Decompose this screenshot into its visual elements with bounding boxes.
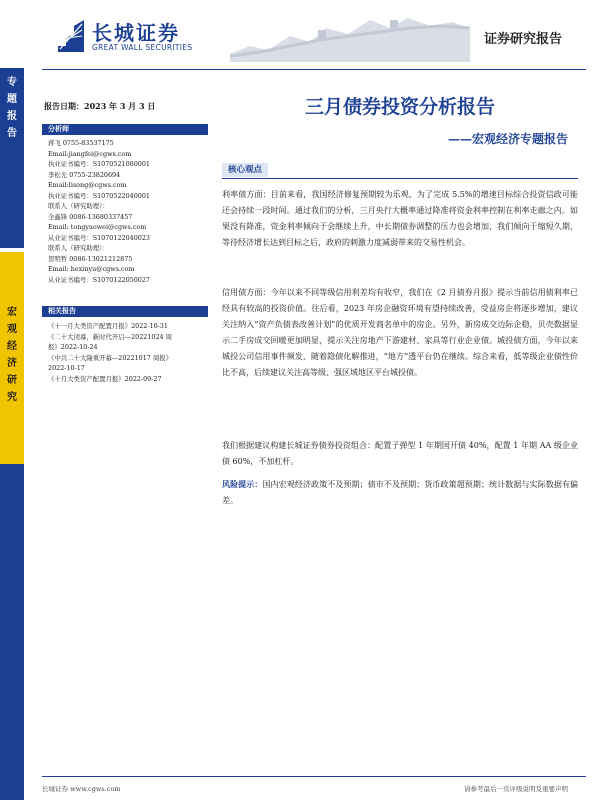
side-tab-char: 经 <box>7 341 17 352</box>
related-reports-list <box>48 321 218 384</box>
great-wall-logo-icon <box>56 16 86 54</box>
related-reports-heading: 相关报告 <box>42 306 208 317</box>
report-title: 三月债券投资分析报告 <box>304 96 495 118</box>
related-report-item[interactable]: 《中共二十大隆重开幕—20221017 周报》 <box>48 353 173 362</box>
side-tab-char: 宏 <box>7 307 17 318</box>
portfolio-paragraph: 我们根据建议构建长城证券债券投资组合：配置子弹型 1 年期国开债 40%，配置 1 年期 AA 级企业债 60%，不加杠杆。 <box>222 441 578 466</box>
analyst-line: 联系人（研究助理）： <box>48 244 109 252</box>
side-tab-char: 题 <box>7 94 17 105</box>
analyst-line: 李松光 0755-23820694 <box>48 170 121 179</box>
related-report-item[interactable]: 《二十大闭幕，新时代开启—20221024 周 <box>48 332 173 341</box>
side-tab-char: 济 <box>7 358 17 369</box>
footer-website[interactable]: 长城证券 www.cgws.com <box>42 785 121 793</box>
related-report-item[interactable]: 《十一月大类资产配置月报》2022-10-31 <box>48 322 168 330</box>
risk-label: 风险提示： <box>222 479 263 489</box>
side-tab-category <box>0 252 24 464</box>
related-report-item[interactable]: 《十月大类资产配置月报》2022-09-27 <box>48 374 162 383</box>
header-divider <box>42 69 586 70</box>
analyst-line: 联系人（研究助理）： <box>48 202 109 210</box>
side-tab-char: 究 <box>7 392 17 403</box>
analyst-line[interactable]: Email: hexinyu@cgws.com <box>48 265 135 273</box>
company-logo <box>56 16 226 56</box>
analyst-line: 执业证书编号：S1070521080001 <box>48 160 150 168</box>
analyst-line: 贺明哲 0086-13021212875 <box>48 254 133 263</box>
footer-disclaimer: 请参考最后一页评级说明及重要声明 <box>464 785 568 793</box>
side-tab-char: 专 <box>7 77 17 88</box>
analyst-list <box>48 138 212 285</box>
side-tab-report-type <box>0 68 24 248</box>
credit-bond-paragraph: 信用债方面：今年以来不同等级信用利差均有收窄，我们在《2 月债券月报》提示当前信用债利率已经具有较高的投资价值。往后看，2023 年房企融资环境有望持续改善，受益房企将逐步增加，建议关注纳入“资产负债表改善计划”的优质开发商名单中的房企。另外，新房成交边际企稳，贝壳数据显示二手房成交回暖更加明显，提示关注房地产下游建材、家具等行业企业债。城投债方面，今年以来城投公司信用事件频发，随着隐债化解推进，“地方”透平台仍在继续。综合来看，低等级企业债性价比不高，后续建议关注高等级、强区域地区平台城投债。 <box>222 288 578 377</box>
side-tab-char: 告 <box>7 128 17 139</box>
side-tab-bottom <box>0 464 24 800</box>
side-tab-char: 研 <box>7 375 17 386</box>
analyst-line[interactable]: Email:jiangfei@cgws.com <box>48 149 132 158</box>
risk-text: 国内宏观经济政策不及预期；债市不及预期；货币政策超预期；统计数据与实际数据有偏差。 <box>222 480 578 505</box>
side-tab-char: 观 <box>7 324 17 335</box>
great-wall-silhouette-image <box>230 6 470 62</box>
analyst-line[interactable]: Email:lisong@cgws.com <box>48 181 127 189</box>
analyst-line: 从业证书编号：S1070122050027 <box>48 275 150 284</box>
analysts-heading: 分析师 <box>42 124 208 135</box>
key-points-label: 核心观点 <box>222 163 268 177</box>
rates-bond-paragraph: 利率债方面：目前来看，我国经济修复预期较为乐观，为了完成 5.5%的增速目标综合投资信政可能还会持续一段时间。通过我们的分析，三月央行大概率通过降准将资金利率控制在利率走廊之内。如果没有降准，资金利率倾向于会继续上升，中长期债券调整的压力也会增加，我们倾向于缩短久期，等待经济增长达到目标之后，政府的刺激力度减弱带来的交易性机会。 <box>222 190 578 247</box>
report-type-label: 证券研究报告 <box>483 32 562 47</box>
report-date: 报告日期：2023 年 3 月 3 日 <box>44 101 156 111</box>
report-subtitle: ——宏观经济专题报告 <box>447 132 568 146</box>
analyst-line: 从业证书编号：S1070122040023 <box>48 233 150 242</box>
risk-paragraph <box>222 476 578 509</box>
analyst-line[interactable]: Email: tongyaowei@cgws.com <box>48 223 147 231</box>
analyst-line: 全鑫锋 0086-13680337457 <box>48 212 133 221</box>
analyst-line: 蒋飞 0755-83537175 <box>48 139 114 147</box>
footer-divider <box>42 776 586 777</box>
analyst-line: 执业证书编号：S1070522040001 <box>48 191 150 200</box>
side-tab-char: 报 <box>7 111 17 122</box>
related-report-item[interactable]: 报》2022-10-24 <box>48 343 98 351</box>
key-points-section-header <box>222 163 578 179</box>
related-report-item[interactable]: 2022-10-17 <box>48 364 85 372</box>
company-name-en: GREAT WALL SECURITIES <box>92 43 193 52</box>
company-name-cn: 长城证券 <box>92 21 180 45</box>
